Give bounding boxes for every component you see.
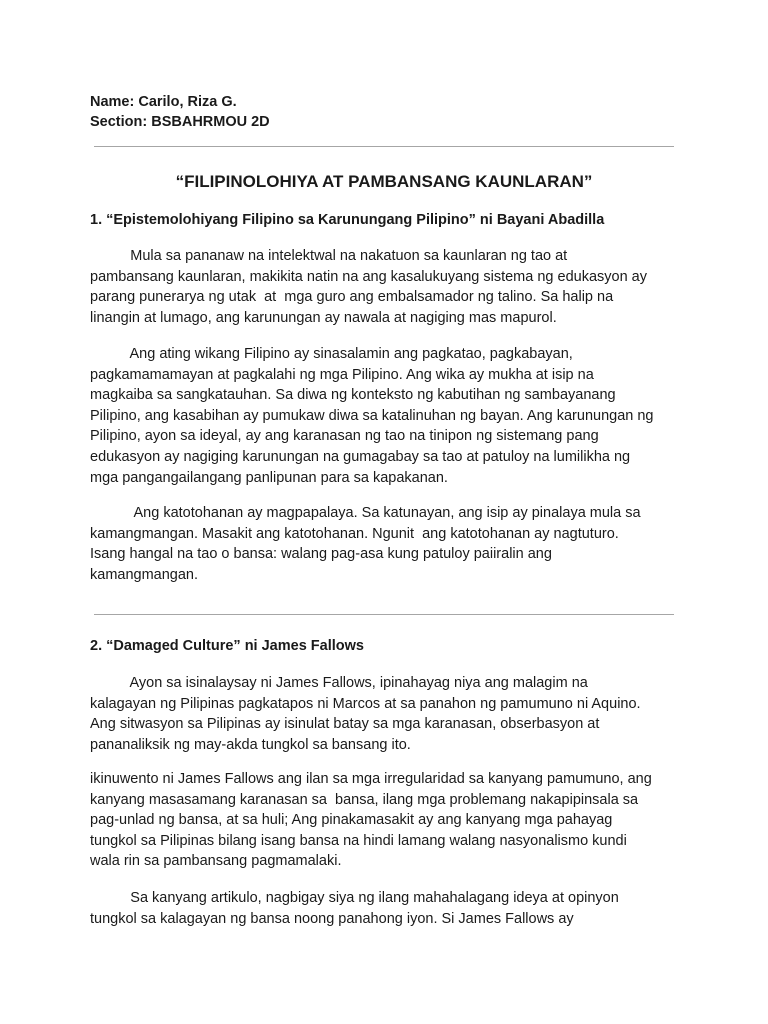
text-line: pag-unlad ng bansa, at sa huli; Ang pinakamasakit ay ang kanyang mga pahayag <box>90 812 613 829</box>
text-line: pagkamamamayan at pagkalahi ng mga Pilipino. Ang wika ay mukha at isip na <box>90 366 594 383</box>
section-2-paragraph-1 <box>90 673 690 755</box>
student-name: Name: Carilo, Riza G. <box>90 94 237 110</box>
text-line: Pilipino, ang kasabihan ay pumukaw diwa sa katalinuhan ng bayan. Ang karunungan ng <box>90 407 654 424</box>
text-line: kalagayan ng Pilipinas pagkatapos ni Marcos at sa panahon ng pamumuno ni Aquino. <box>90 695 641 712</box>
section-2-paragraph-3 <box>90 888 690 929</box>
text-line: edukasyon ay nagiging karunungan na gumagabay sa tao at patuloy na lumilikha ng <box>90 448 631 465</box>
text-line: tungkol sa kalagayan ng bansa noong panahong iyon. Si James Fallows ay <box>90 910 574 927</box>
text-line: kamangmangan. <box>90 566 199 583</box>
text-line: Pilipino, ayon sa ideyal, ay ang karanasan ng tao na tinipon ng sistemang pang <box>90 428 599 445</box>
text-line: Ang sitwasyon sa Pilipinas ay isinulat batay sa mga karanasan, obserbasyon at <box>90 716 600 733</box>
text-line: Mula sa pananaw na intelektwal na nakatuon sa kaunlaran ng tao at <box>90 248 568 264</box>
text-line: Ayon sa isinalaysay ni James Fallows, ipinahayag niya ang malagim na <box>90 675 588 691</box>
student-section: Section: BSBAHRMOU 2D <box>90 114 270 130</box>
section-1-paragraph-3 <box>90 503 690 585</box>
text-line: Sa kanyang artikulo, nagbigay siya ng ilang mahahalagang ideya at opinyon <box>90 890 619 906</box>
text-line: linangin at lumago, ang karunungan ay nawala at nagiging mas mapurol. <box>90 309 557 326</box>
divider-top <box>94 146 674 147</box>
section-1-heading: 1. “Epistemolohiyang Filipino sa Karunungang Pilipino” ni Bayani Abadilla <box>90 212 605 228</box>
text-line: ikinuwento ni James Fallows ang ilan sa mga irregularidad sa kanyang pamumuno, ang <box>90 771 652 787</box>
text-line: kanyang masasamang karanasan sa bansa, ilang mga problemang nakapipinsala sa <box>90 791 639 808</box>
text-line: pananaliksik ng may-akda tungkol sa bansang ito. <box>90 736 411 753</box>
divider-middle <box>94 614 674 615</box>
text-line: Ang ating wikang Filipino ay sinasalamin ang pagkatao, pagkabayan, <box>90 346 573 362</box>
section-1-paragraph-2 <box>90 344 690 488</box>
text-line: Isang hangal na tao o bansa: walang pag-asa kung patuloy paiiralin ang <box>90 546 552 563</box>
section-2-paragraph-2 <box>90 769 690 872</box>
text-line: wala rin sa pambansang pagmamalaki. <box>90 853 342 870</box>
text-line: pambansang kaunlaran, makikita natin na ang kasalukuyang sistema ng edukasyon ay <box>90 268 647 285</box>
section-2-heading: 2. “Damaged Culture” ni James Fallows <box>90 638 364 654</box>
text-line: mga pangangailangang panlipunan para sa kapakanan. <box>90 469 448 486</box>
text-line: magkaiba sa sangkatauhan. Sa diwa ng konteksto ng kabutihan ng sambayanang <box>90 387 616 404</box>
section-1-paragraph-1 <box>90 246 690 328</box>
document-title: “FILIPINOLOHIYA AT PAMBANSANG KAUNLARAN” <box>175 172 593 191</box>
text-line: tungkol sa Pilipinas bilang isang bansa na hindi lamang walang nasyonalismo kundi <box>90 832 627 849</box>
text-line: parang punerarya ng utak at mga guro ang embalsamador ng talino. Sa halip na <box>90 289 614 306</box>
text-line: Ang katotohanan ay magpapalaya. Sa katunayan, ang isip ay pinalaya mula sa <box>90 505 641 521</box>
text-line: kamangmangan. Masakit ang katotohanan. Ngunit ang katotohanan ay nagtuturo. <box>90 525 619 542</box>
